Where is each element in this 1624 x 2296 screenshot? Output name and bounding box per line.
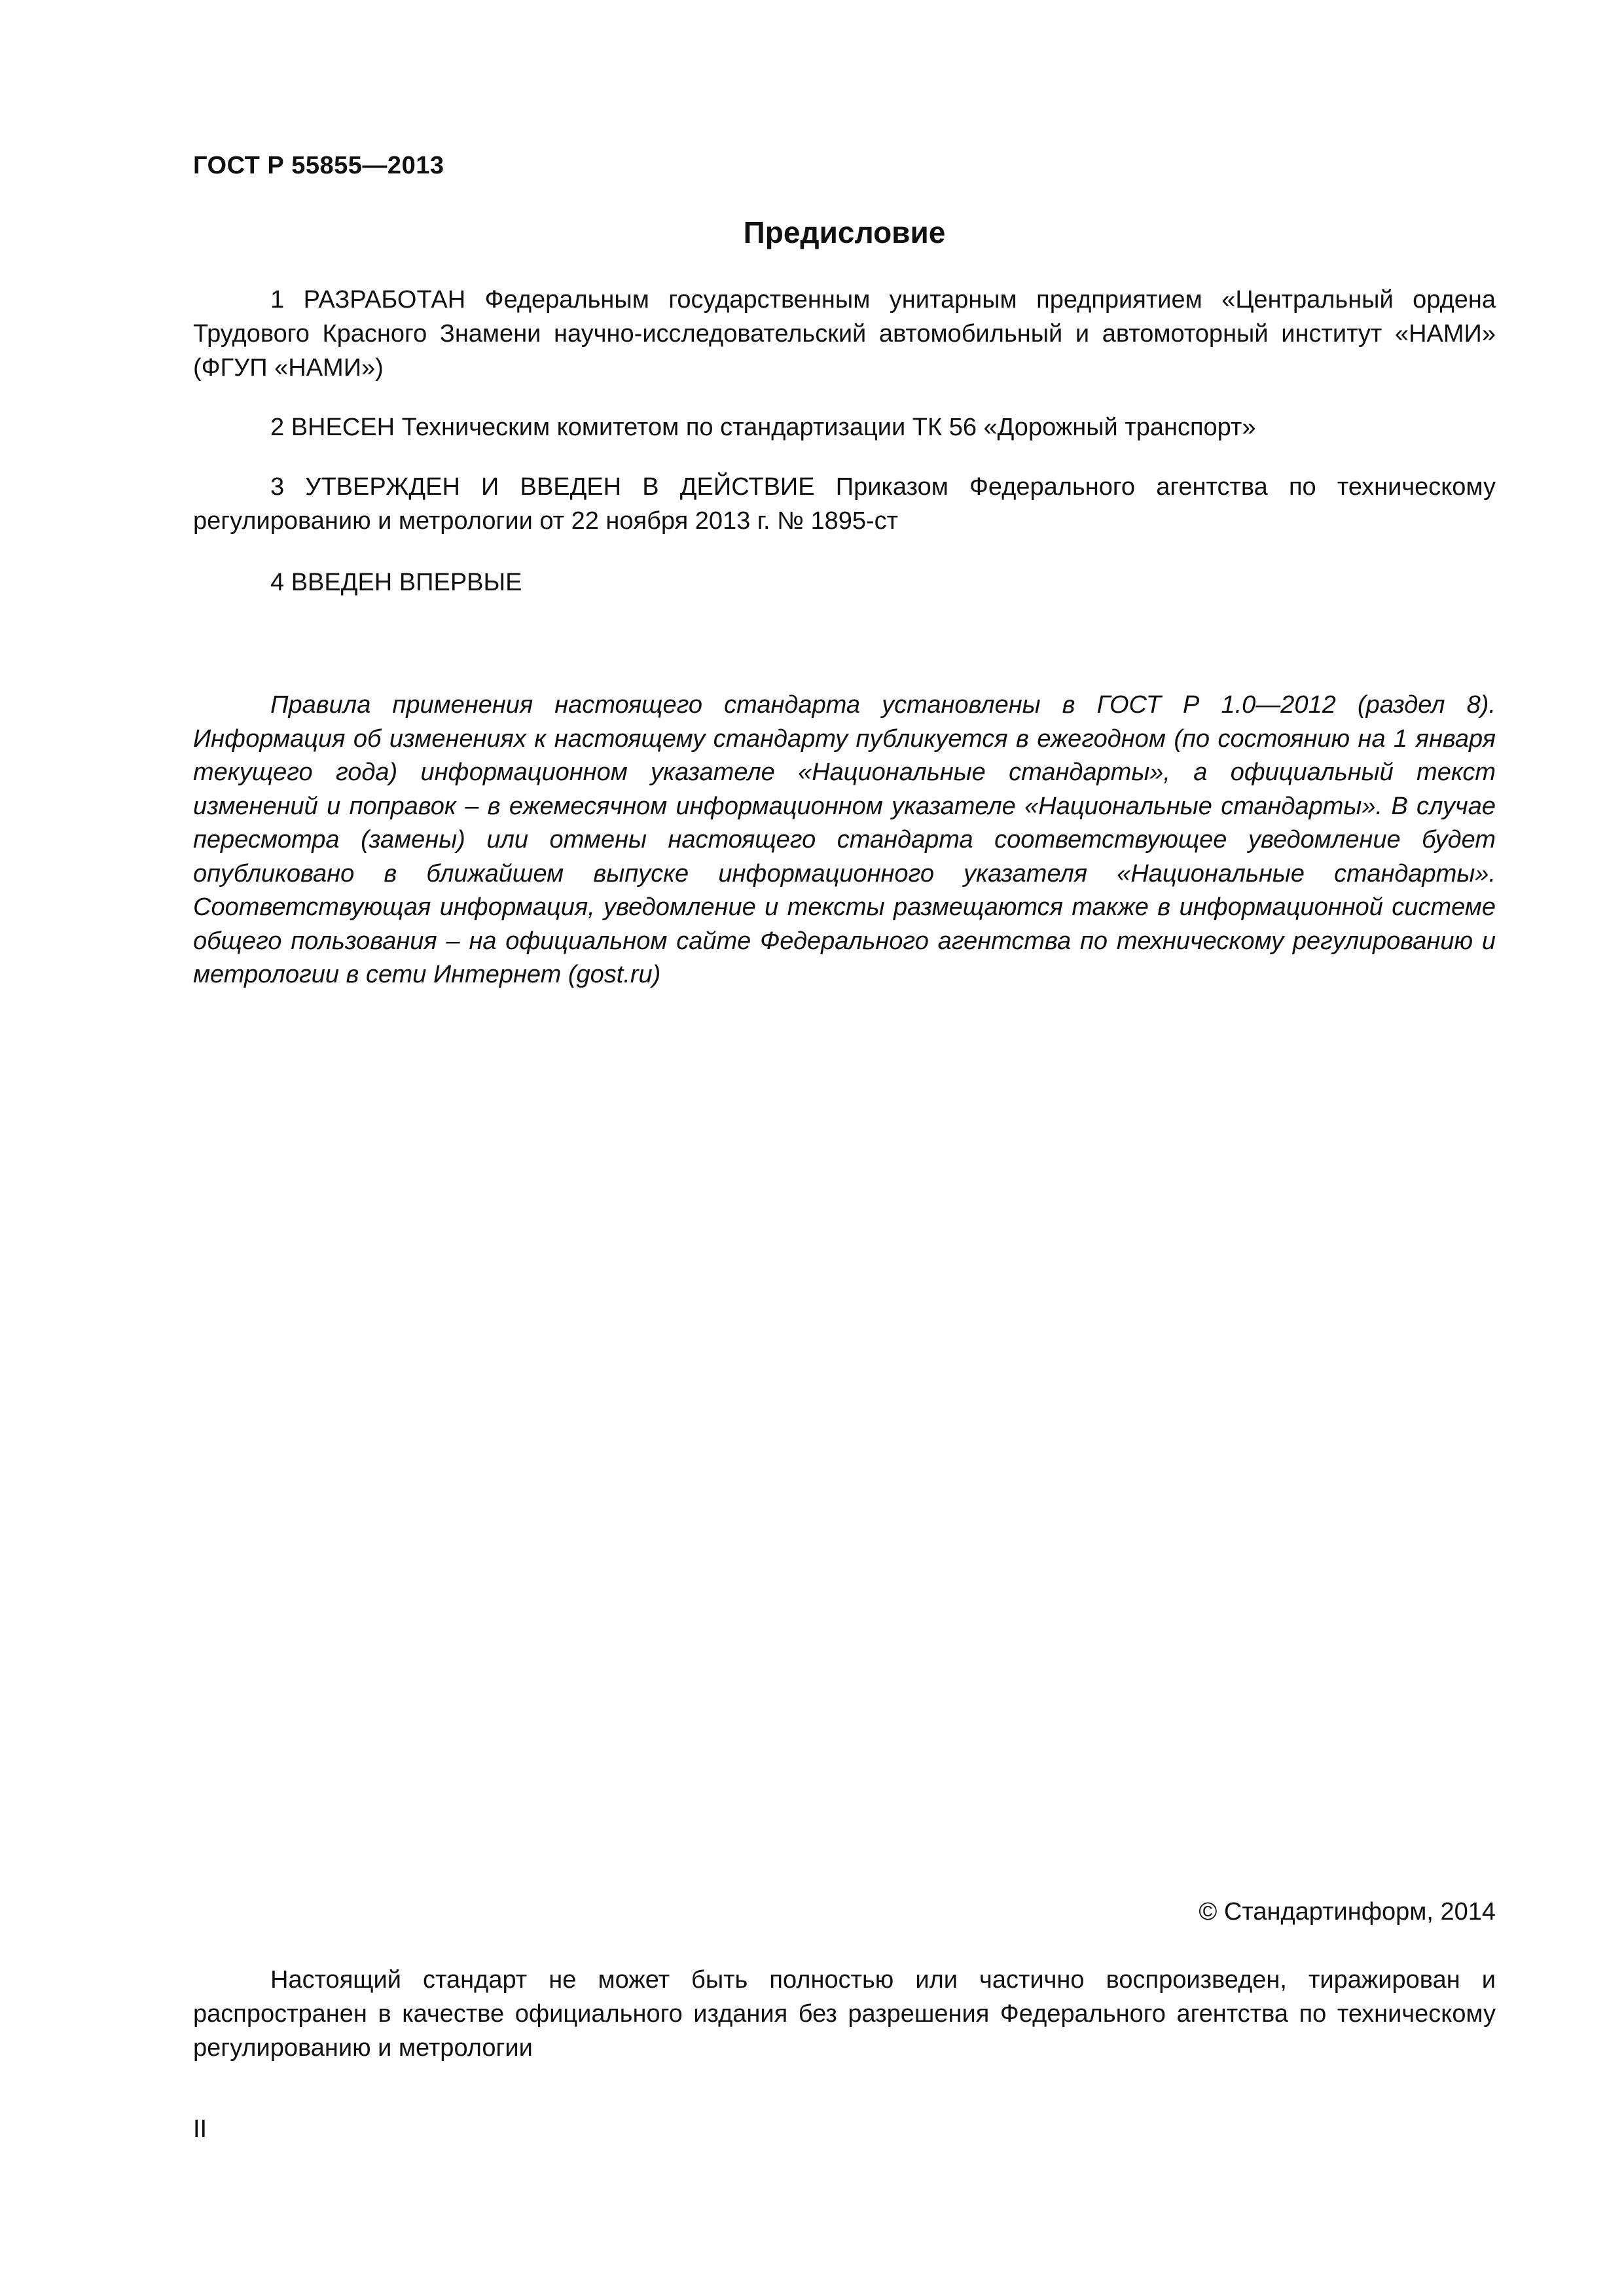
copyright-line: © Стандартинформ, 2014 [1199,1898,1496,1926]
foreword-item-2: 2 ВНЕСЕН Техническим комитетом по стандартизации ТК 56 «Дорожный транспорт» [270,414,1256,441]
foreword-item-3: 3 УТВЕРЖДЕН И ВВЕДЕН В ДЕЙСТВИЕ Приказом Федерального агентства по техническому регулированию и метрологии от 22 ноября 2013 г. № 1895-ст [193,473,1496,535]
reproduction-notice: Настоящий стандарт не может быть полностью или частично воспроизведен, тиражирован и распространен в качестве официального издания без разрешения Федерального агентства по техническому регулированию и метрологии [193,1966,1496,2062]
application-rules-notice: Правила применения настоящего стандарта установлены в ГОСТ Р 1.0—2012 (раздел 8). Информация об изменениях к настоящему стандарту публикуется в ежегодном (по состоянию на 1 января текущего года) информационном указателе «Национальные стандарты», а официальный текст изменений и поправок – в ежемесячном информационном указателе «Национальные стандарты». В случае пересмотра (замены) или отмены настоящего стандарта соответствующее уведомление будет опубликовано в ближайшем выпуске информационного указателя «Национальные стандарты». Соответствующая информация, уведомление и тексты размещаются также в информационной системе общего пользования – на официальном сайте Федерального агентства по техническому регулированию и метрологии в сети Интернет (gost.ru) [193,691,1496,988]
foreword-item-4: 4 ВВЕДЕН ВПЕРВЫЕ [270,569,522,596]
page-title: Предисловие [743,215,946,249]
foreword-item-1: 1 РАЗРАБОТАН Федеральным государственным унитарным предприятием «Центральный ордена Трудового Красного Знамени научно-исследовательский автомобильный и автомоторный институт «НАМИ» (ФГУП «НАМИ») [193,286,1496,382]
document-code: ГОСТ Р 55855—2013 [193,152,444,179]
page-number: II [193,2115,208,2143]
